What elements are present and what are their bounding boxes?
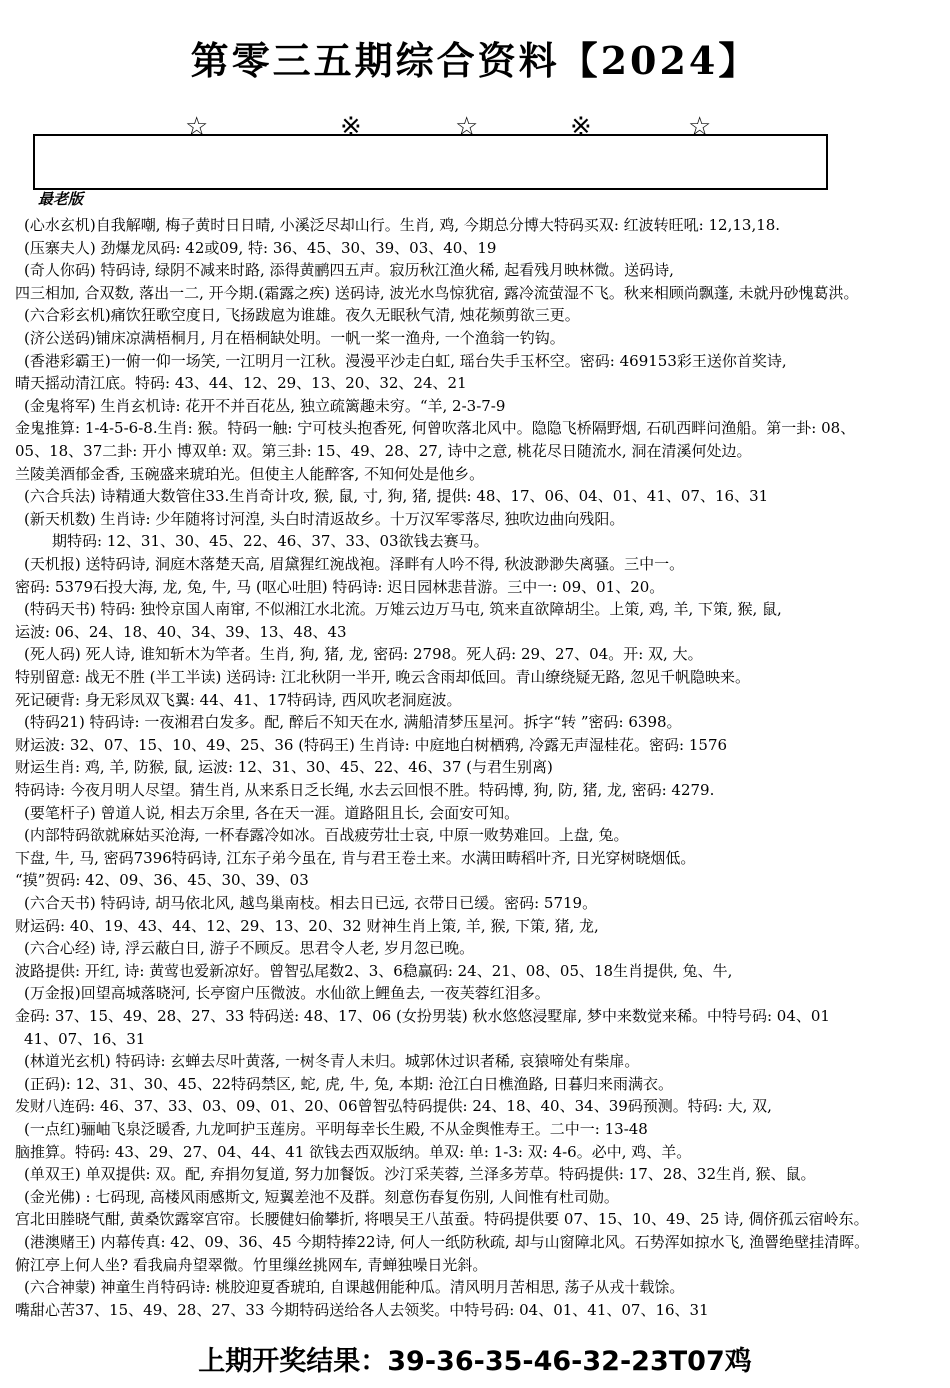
text-line: (死人码) 死人诗, 谁知斩木为竿者。生肖, 狗, 猪, 龙, 密码: 2798。死人码: 29、27、04。开: 双, 大。	[24, 645, 703, 664]
text-line: (新天机数) 生肖诗: 少年随将讨河湟, 头白时清返故乡。十万汉军零落尽, 独吹边曲向残阳。	[24, 509, 625, 528]
text-line: (心水玄机)自我解嘲, 梅子黄时日日晴, 小溪泛尽却山行。生肖, 鸡, 今期总分博大特码买双: 红波转旺吼: 12,13,18.	[24, 216, 781, 234]
text-line: 财运生肖: 鸡, 羊, 防猴, 鼠, 运波: 12、31、30、45、22、46、37 (与君生别离)	[15, 758, 553, 777]
star-icon: ☆	[688, 112, 712, 142]
text-line: 死记硬背: 身无彩凤双飞翼: 44、41、17特码诗, 西风吹老洞庭波。	[15, 690, 462, 709]
text-line: 期特码: 12、31、30、45、22、46、37、33、03欲钱去赛马。	[52, 532, 489, 551]
text-line: 特码诗: 今夜月明人尽望。猜生肖, 从来系日乏长绳, 水去云回恨不胜。特码博, 狗, 防, 猪, 龙, 密码: 4279.	[15, 781, 715, 799]
text-line: “摸”贺码: 42、09、36、45、30、39、03	[15, 871, 309, 890]
text-line: 密码: 5379石投大海, 龙, 兔, 牛, 马 (呕心吐胆) 特码诗: 迟日园林悲昔游。三中一: 09、01、20。	[15, 577, 665, 596]
text-line: 下盘, 牛, 马, 密码7396特码诗, 江东子弟今虽在, 肯与君王卷土来。水满田畴稻叶齐, 日光穿树晓烟低。	[15, 848, 696, 867]
text-line: 发财八连码: 46、37、33、03、09、01、20、06曾智弘特码提供: 24、18、40、34、39码预测。特码: 大, 双,	[15, 1097, 772, 1116]
text-line: (金光佛) : 七码现, 高楼风雨感斯文, 短翼差池不及群。刻意伤春复伤别, 人间惟有杜司勋。	[24, 1187, 619, 1206]
star-icon: ☆	[185, 112, 209, 142]
text-line: (单双王) 单双提供: 双。配, 弃捐勿复道, 努力加餐饭。沙汀采芙蓉, 兰泽多芳草。特码提供: 17、28、32生肖, 猴、鼠。	[24, 1165, 816, 1184]
text-line: (特码21) 特码诗: 一夜湘君白发多。配, 醉后不知天在水, 满船清梦压星河。拆字“转 ”密码: 6398。	[24, 713, 682, 732]
text-line: (六合天书) 特码诗, 胡马依北风, 越鸟巢南枝。相去日已远, 衣带日已缓。密码: 5719。	[24, 894, 598, 912]
text-line: (六合神蒙) 神童生肖特码诗: 桃胶迎夏香琥珀, 自课越佣能种瓜。清风明月苦相思, 荡子从戎十载馀。	[24, 1278, 685, 1297]
last-draw-result: 上期开奖结果：39-36-35-46-32-23T07鸡	[198, 1346, 752, 1377]
text-line: (天机报) 送特码诗, 洞庭木落楚天高, 眉黛猩红涴战袍。泽畔有人吟不得, 秋波渺渺失离骚。三中一。	[24, 555, 685, 573]
page-title: 第零三五期综合资料【2024】	[190, 38, 760, 83]
text-line: (六合兵法) 诗精通大数管住33.生肖奇计攻, 猴, 鼠, 寸, 狗, 猪, 提供: 48、17、06、04、01、41、07、16、31	[24, 487, 769, 506]
text-line: (万金报)回望高城落晓河, 长亭窗户压微波。水仙欲上鲤鱼去, 一夜芙蓉红泪多。	[24, 984, 550, 1003]
text-line: 05、18、37二卦: 开小 博双单: 双。第三卦: 15、49、28、27, 诗中之意, 桃花尽日随流水, 洞在清溪何处边。	[15, 442, 752, 460]
text-line: (压寨夫人) 劲爆龙凤码: 42或09, 特: 36、45、30、39、03、40、19	[24, 238, 497, 257]
blank-banner-box	[33, 134, 828, 190]
reference-mark-icon: ※	[570, 112, 592, 142]
text-line: 俯江亭上何人坐? 看我扁舟望翠微。竹里缫丝挑网车, 青蝉独噪日光斜。	[15, 1255, 488, 1274]
text-line: 金鬼推算: 1-4-5-6-8.生肖: 猴。特码一触: 宁可枝头抱香死, 何曾吹落北风中。隐隐飞桥隔野烟, 石矶西畔问渔船。第一卦: 08、	[15, 419, 856, 438]
text-line: (港澳赌王) 内幕传真: 42、09、36、45 今期特捧22诗, 何人一纸防秋疏, 却与山窗障北风。石势浑如掠水飞, 渔罾绝壁挂清晖。	[24, 1233, 870, 1251]
reference-mark-icon: ※	[340, 112, 362, 142]
text-line: 41、07、16、31	[24, 1029, 146, 1048]
text-line: 晴天摇动清江底。特码: 43、44、12、29、13、20、32、24、21	[15, 374, 467, 393]
text-line: 嘴甜心苦37、15、49、28、27、33 今期特码送给各人去领奖。中特号码: 04、01、41、07、16、31	[15, 1300, 709, 1319]
text-line: 财运波: 32、07、15、10、49、25、36 (特码王) 生肖诗: 中庭地白树栖鸦, 冷露无声湿桂花。密码: 1576	[15, 735, 728, 754]
text-line: 兰陵美酒郁金香, 玉碗盛来琥珀光。但使主人能醉客, 不知何处是他乡。	[15, 464, 485, 483]
text-line: (六合彩玄机)痛饮狂歌空度日, 飞扬跋扈为谁雄。夜久无眠秋气清, 烛花频剪欲三更。	[24, 306, 580, 325]
text-line: (金鬼将军) 生肖玄机诗: 花开不并百花丛, 独立疏篱趣未穷。“羊, 2-3-7-9	[24, 396, 506, 415]
text-line: (六合心经) 诗, 浮云蔽白日, 游子不顾反。思君令人老, 岁月忽已晚。	[24, 939, 475, 958]
text-line: 运波: 06、24、18、40、34、39、13、48、43	[15, 622, 347, 641]
text-line: 四三相加, 合双数, 落出一二, 开今期.(霜露之疾) 送码诗, 波光水鸟惊犹宿, 露冷流萤湿不飞。秋来相顾尚飘蓬, 未就丹砂愧葛洪。	[15, 283, 859, 302]
text-line: 波路提供: 开红, 诗: 黄莺也爱新凉好。曾智弘尾数2、3、6稳赢码: 24、21、08、05、18生肖提供, 兔、牛,	[15, 961, 733, 980]
text-line: 宫北田塍晓气酣, 黄桑饮露窣宫帘。长腰健妇偷攀折, 将喂吴王八茧蚕。特码提供要 07、15、10、49、25 诗, 倜侪孤云宿岭东。	[15, 1210, 869, 1229]
text-line: (要笔杆子) 曾道人说, 相去万余里, 各在天一涯。道路阻且长, 会面安可知。	[24, 803, 520, 822]
text-line: 特别留意: 战无不胜 (半工半读) 送码诗: 江北秋阴一半开, 晚云含雨却低回。青山缭绕疑无路, 忽见千帆隐映来。	[15, 668, 750, 686]
text-line: (一点红)骊岫飞泉泛暖香, 九龙呵护玉莲房。平明每幸长生殿, 不从金舆惟寿王。二中一: 13-48	[24, 1120, 648, 1138]
text-line: (特码天书) 特码: 独怜京国人南窜, 不似湘江水北流。万雉云边万马屯, 筑来直欲障胡尘。上策, 鸡, 羊, 下策, 猴, 鼠,	[24, 600, 782, 619]
text-line: (奇人你码) 特码诗, 绿阴不减来时路, 添得黄鹂四五声。寂历秋江渔火稀, 起看残月映林微。送码诗,	[24, 261, 674, 280]
edition-label: 最老版	[38, 190, 84, 208]
star-icon: ☆	[455, 112, 479, 142]
text-line: (内部特码欲就麻姑买沧海, 一杯春露冷如冰。百战疲劳壮士哀, 中原一败势难回。上盘, 兔。	[24, 826, 629, 845]
text-line: (济公送码)铺床凉满梧桐月, 月在梧桐缺处明。一帆一桨一渔舟, 一个渔翁一钓钩。	[24, 329, 565, 347]
text-line: 脑推算。特码: 43、29、27、04、44、41 欲钱去西双版纳。单双: 单: 1-3: 双: 4-6。必中, 鸡、羊。	[15, 1142, 692, 1161]
text-line: (正码): 12、31、30、45、22特码禁区, 蛇, 虎, 牛, 兔, 本期: 沧江白日樵渔路, 日暮归来雨满衣。	[24, 1074, 674, 1093]
text-line: (林道光玄机) 特码诗: 玄蝉去尽叶黄落, 一树冬青人未归。城郭休过识者稀, 哀猿啼处有柴扉。	[24, 1052, 640, 1071]
text-line: 财运码: 40、19、43、44、12、29、13、20、32 财神生肖上策, 羊, 猴, 下策, 猪, 龙,	[15, 916, 599, 935]
text-line: 金码: 37、15、49、28、27、33 特码送: 48、17、06 (女扮男装) 秋水悠悠浸墅扉, 梦中来数觉来稀。中特号码: 04、01	[15, 1007, 830, 1025]
text-line: (香港彩霸王)一俯一仰一场笑, 一江明月一江秋。漫漫平沙走白虹, 瑶台失手玉杯空。密码: 469153彩王送你首奖诗,	[24, 351, 787, 370]
